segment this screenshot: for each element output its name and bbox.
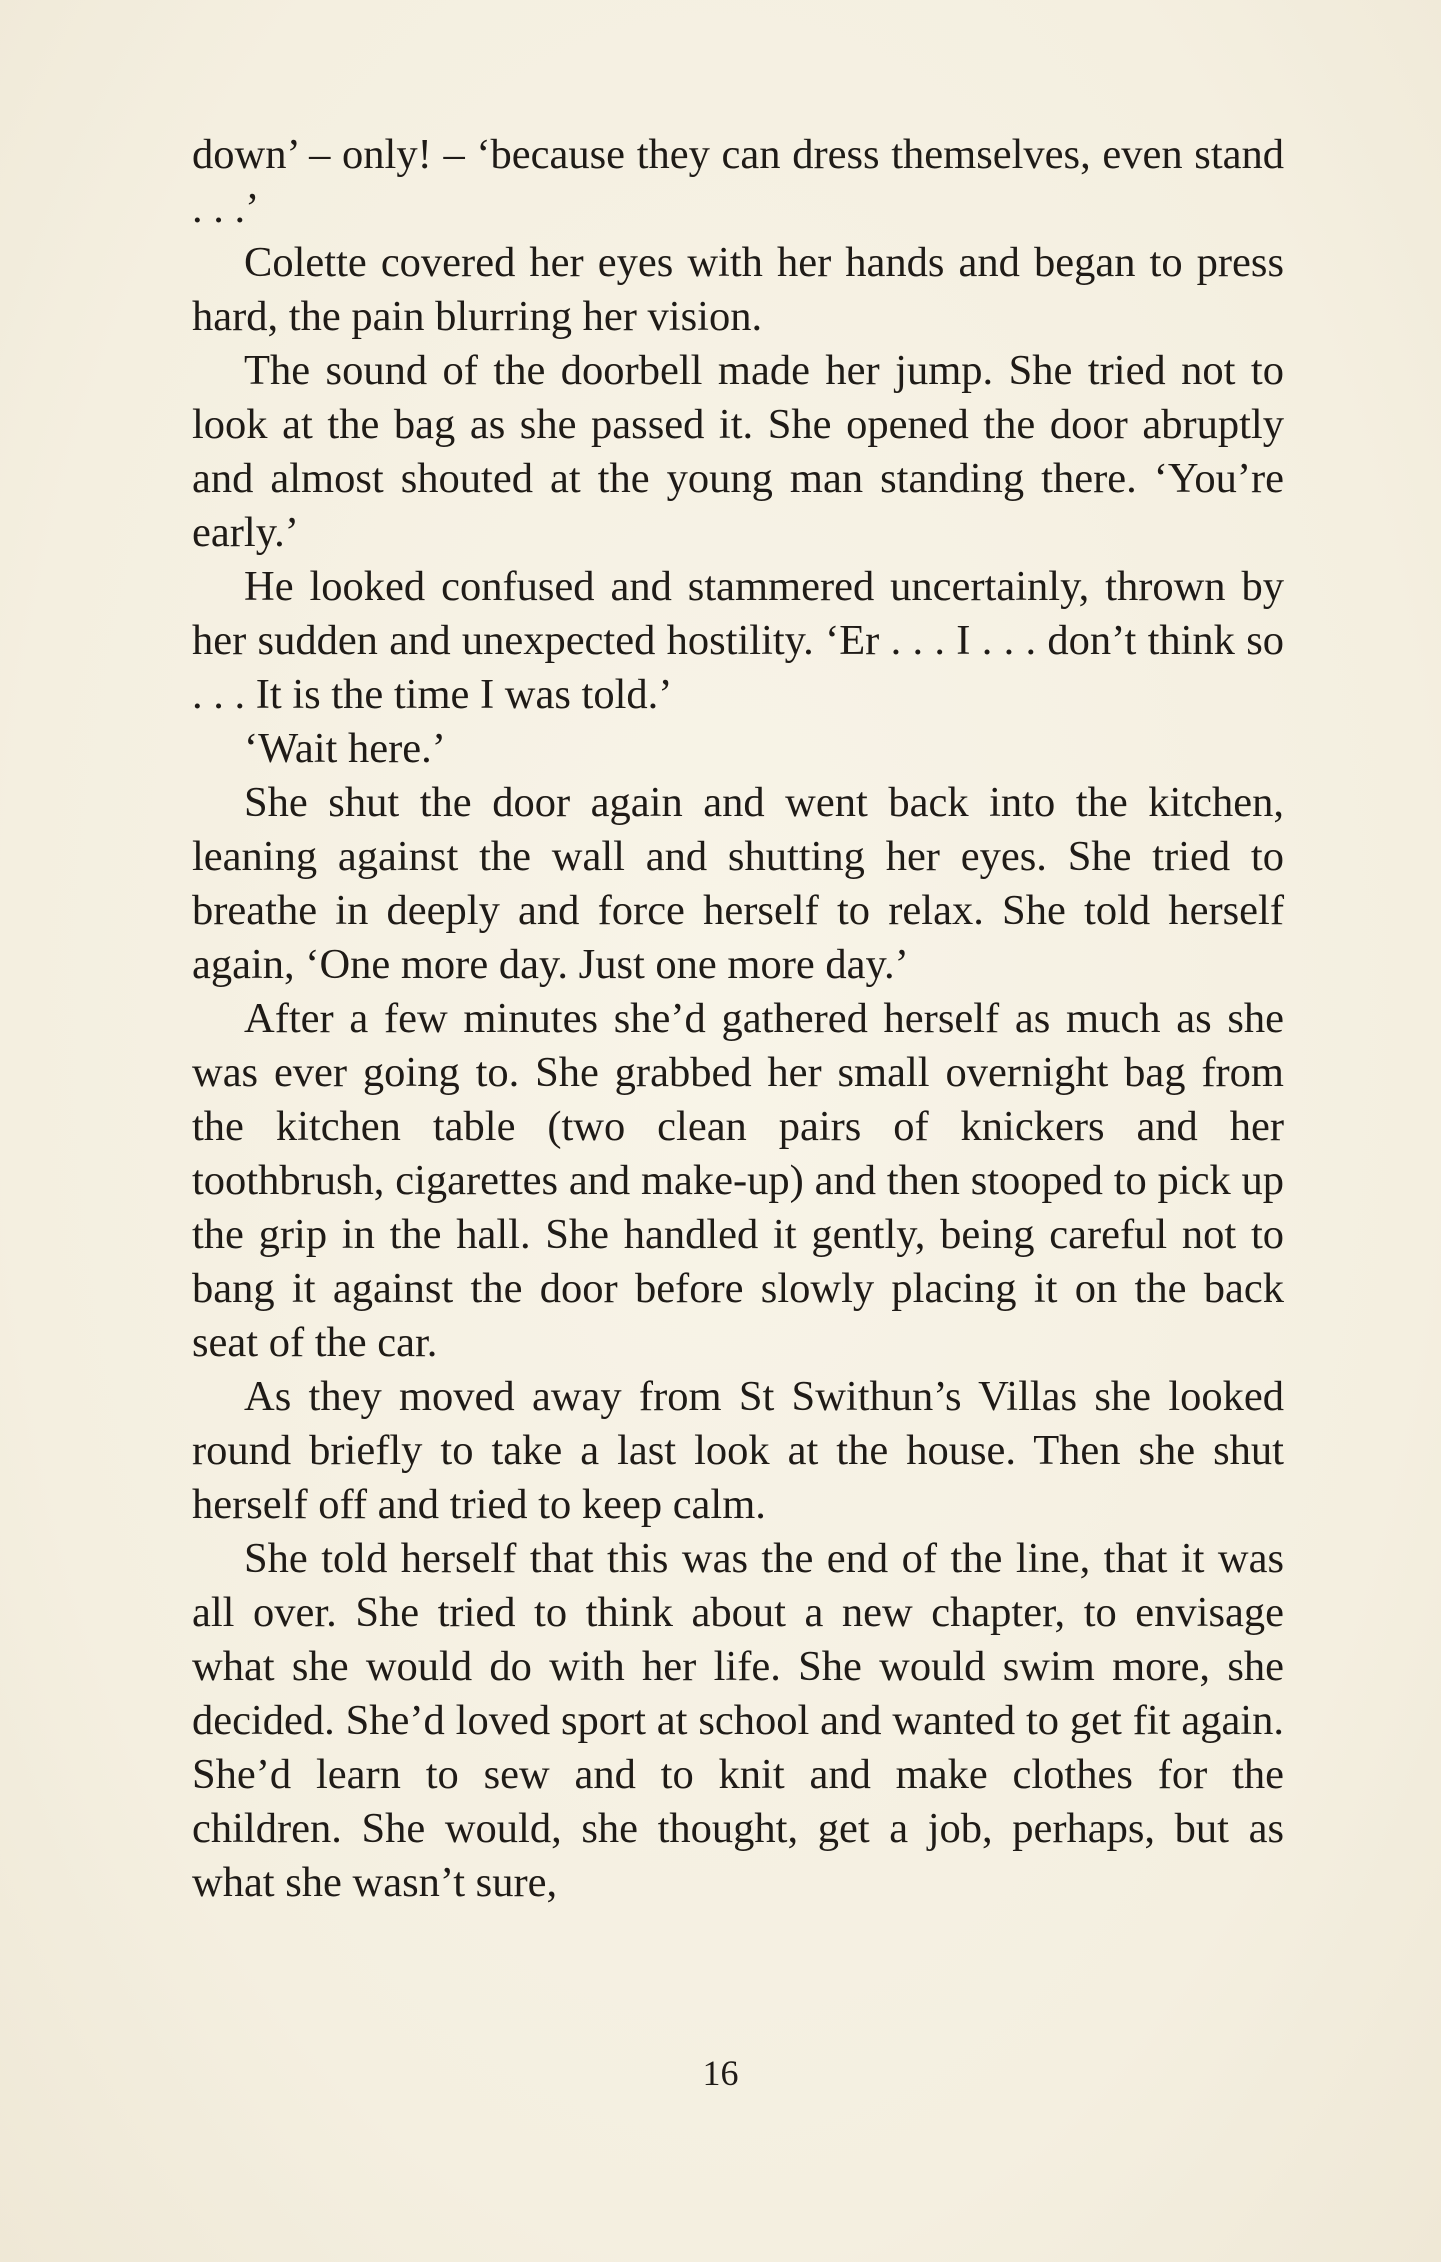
paragraph-5: ‘Wait here.’	[244, 725, 446, 772]
paragraph-9: She told herself that this was the end of the line, that it was all over. She tried to think about a new chapter, to envisage what she would do with her life. She would swim more, she decided. She’d loved sport at school and wanted to get fit again. She’d learn to sew and to knit and make clothes for the children. She would, she thought, get a job, perhaps, but as what she wasn’t sure,	[192, 1535, 1284, 1906]
paragraph-1: down’ – only! – ‘because they can dress themselves, even stand . . .’	[192, 131, 1284, 232]
paragraph-3: The sound of the doorbell made her jump. She tried not to look at the bag as she passed it. She opened the door abruptly and almost shouted at the young man standing there. ‘You’re early.’	[192, 347, 1284, 556]
paragraph-8: As they moved away from St Swithun’s Villas she looked round briefly to take a last look at the house. Then she shut herself off and tried to keep calm.	[192, 1373, 1284, 1528]
body-text	[192, 128, 1284, 1910]
paragraph-4: He looked confused and stammered uncertainly, thrown by her sudden and unexpected hostility. ‘Er . . . I . . . don’t think so . . . It is the time I was told.’	[192, 563, 1284, 718]
page-number: 16	[702, 2053, 739, 2093]
paragraph-6: She shut the door again and went back into the kitchen, leaning against the wall and shutting her eyes. She tried to breathe in deeply and force herself to relax. She told herself again, ‘One more day. Just one more day.’	[192, 779, 1284, 988]
paragraph-7: After a few minutes she’d gathered herself as much as she was ever going to. She grabbed her small overnight bag from the kitchen table (two clean pairs of knickers and her toothbrush, cigarettes and make-up) and then stooped to pick up the grip in the hall. She handled it gently, being careful not to bang it against the door before slowly placing it on the back seat of the car.	[192, 995, 1284, 1366]
paragraph-2: Colette covered her eyes with her hands and began to press hard, the pain blurring her vision.	[192, 239, 1284, 340]
